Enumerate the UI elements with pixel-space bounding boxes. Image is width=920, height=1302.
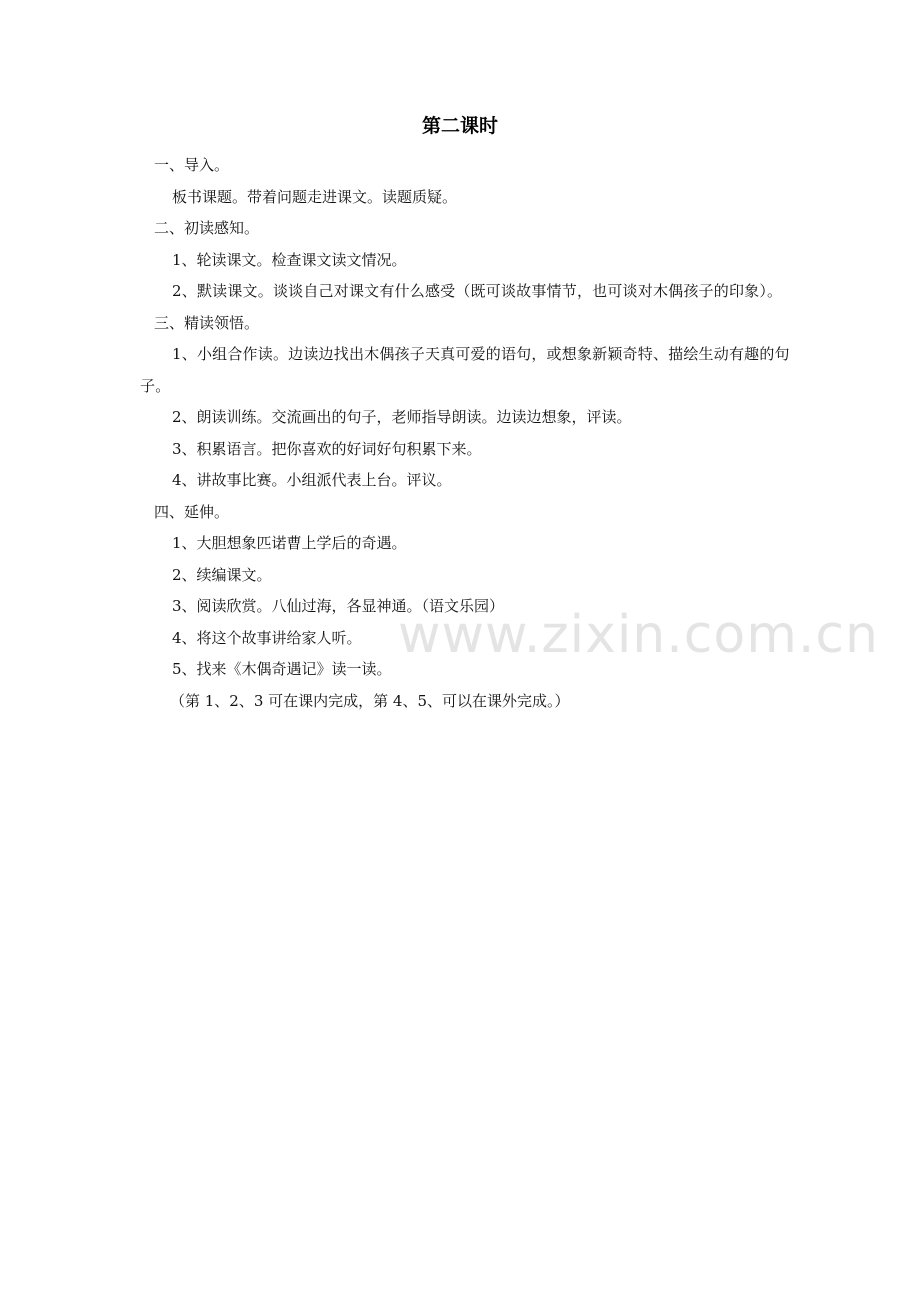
list-item-close-reading-2: 2、朗读训练。交流画出的句子，老师指导朗读。边读边想象，评读。 xyxy=(172,408,632,426)
list-item-extension-2: 2、续编课文。 xyxy=(172,565,272,584)
list-item-first-reading-2: 2、默读课文。谈谈自己对课文有什么感受（既可谈故事情节，也可谈对木偶孩子的印象）。 xyxy=(172,282,783,300)
list-item-close-reading-3: 3、积累语言。把你喜欢的好词好句积累下来。 xyxy=(172,439,482,458)
list-item-extension-3: 3、阅读欣赏。八仙过海，各显神通。（语文乐园） xyxy=(172,597,505,615)
paragraph-intro: 板书课题。带着问题走进课文。读题质疑。 xyxy=(172,187,458,206)
list-item-first-reading-1: 1、轮读课文。检查课文读文情况。 xyxy=(172,250,407,269)
list-item-extension-1: 1、大胆想象匹诺曹上学后的奇遇。 xyxy=(172,534,407,552)
list-item-close-reading-4: 4、讲故事比赛。小组派代表上台。评议。 xyxy=(172,471,452,489)
page-title: 第二课时 xyxy=(421,115,498,137)
section-heading-intro: 一、导入。 xyxy=(154,156,230,174)
section-heading-extension: 四、延伸。 xyxy=(154,502,230,521)
lesson-body xyxy=(140,150,790,717)
section-heading-close-reading: 三、精读领悟。 xyxy=(154,313,260,332)
completion-note: （第 1、2、3 可在课内完成，第 4、5、可以在课外完成。） xyxy=(170,691,570,710)
list-item-extension-4: 4、将这个故事讲给家人听。 xyxy=(172,628,362,647)
watermark: www.zixin.com.cn xyxy=(398,605,879,665)
list-item-close-reading-1: 1、小组合作读。边读边找出木偶孩子天真可爱的语句，或想象新颖奇特、描绘生动有趣的句子。 xyxy=(140,345,790,395)
section-heading-first-reading: 二、初读感知。 xyxy=(154,219,260,237)
list-item-extension-5: 5、找来《木偶奇遇记》读一读。 xyxy=(172,660,392,678)
